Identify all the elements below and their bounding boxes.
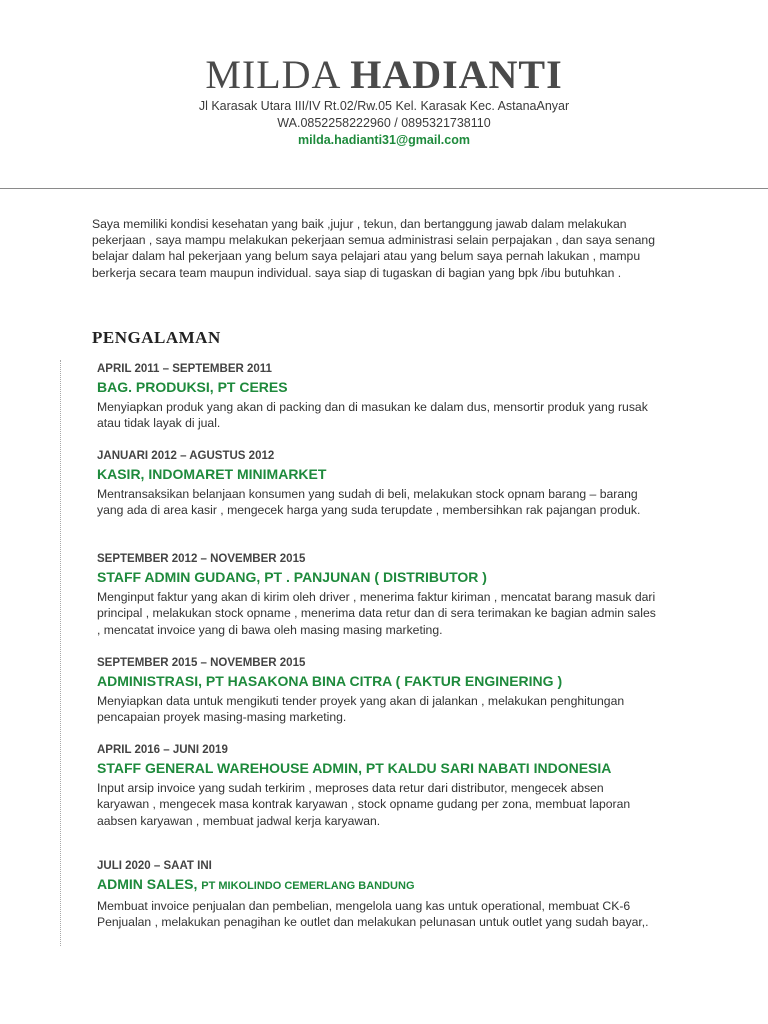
job-title: STAFF GENERAL WAREHOUSE ADMIN, PT KALDU SARI NABATI INDONESIA [97, 760, 612, 776]
first-name: MILDA [205, 52, 340, 97]
job-entry [97, 551, 657, 638]
job-entry [97, 742, 657, 829]
job-description: Input arsip invoice yang sudah terkirim , meproses data retur dari distributor, mengecek absen karyawan , mengecek masa kontrak karyawan , stock opname gudang per zona, membuat laporan aabsen karyawan , membuat jadwal kerja karyawan. [97, 781, 631, 828]
email-link[interactable]: milda.hadianti31@gmail.com [298, 133, 470, 147]
job-description: Menyiapkan produk yang akan di packing dan di masukan ke dalam dus, mensortir produk yang rusak atau tidak layak di jual. [97, 400, 648, 431]
resume-header [0, 52, 768, 149]
job-entry [97, 858, 657, 931]
job-entry [97, 655, 657, 726]
job-title: ADMINISTRASI, PT HASAKONA BINA CITRA ( FAKTUR ENGINERING ) [97, 673, 563, 689]
last-name: HADIANTI [350, 52, 563, 97]
header-divider [0, 188, 768, 189]
job-date: JANUARI 2012 – AGUSTUS 2012 [97, 450, 275, 462]
job-date: JULI 2020 – SAAT INI [97, 860, 212, 872]
address: Jl Karasak Utara III/IV Rt.02/Rw.05 Kel. Karasak Kec. AstanaAnyar [198, 99, 570, 113]
timeline-dotted-line [60, 360, 61, 946]
job-entry [97, 448, 657, 519]
profile-summary: Saya memiliki kondisi kesehatan yang baik ,jujur , tekun, dan bertanggung jawab dalam melakukan pekerjaan , saya mampu melakukan pekerjaan semua administrasi selain perpajakan , dan saya senang belajar dalam hal pekerjaan yang belum saya pelajari atau yang belum saya pernah lakukan , mampu berkerja secara team maupun individual. saya siap di tugaskan di bagian yang bpk /ibu butuhkan . [92, 217, 655, 280]
job-date: APRIL 2016 – JUNI 2019 [97, 744, 228, 756]
job-entry [97, 361, 657, 432]
job-title: STAFF ADMIN GUDANG, PT . PANJUNAN ( DISTRIBUTOR ) [97, 569, 487, 585]
phone: WA.0852258222960 / 0895321738110 [277, 116, 491, 130]
job-title: BAG. PRODUKSI, PT CERES [97, 379, 288, 395]
job-description: Mentransaksikan belanjaan konsumen yang sudah di beli, melakukan stock opnam barang – barang yang ada di area kasir , mengecek harga yang suda terupdate , membersihkan rak pajangan produk. [97, 487, 641, 518]
job-role: ADMIN SALES, [97, 876, 202, 892]
job-date: SEPTEMBER 2012 – NOVEMBER 2015 [97, 553, 306, 565]
experience-section-title: PENGALAMAN [92, 328, 221, 347]
job-title [97, 874, 657, 896]
job-company: PT MIKOLINDO CEMERLANG BANDUNG [201, 880, 415, 892]
job-description: Menginput faktur yang akan di kirim oleh driver , menerima faktur kiriman , mencatat barang masuk dari principal , melakukan stock opname , menerima data retur dan di sera terimakan ke bagian admin sales , mencatat invoice yang di bawa oleh masing masing marketing. [97, 590, 656, 637]
full-name [0, 52, 768, 98]
job-title: KASIR, INDOMARET MINIMARKET [97, 466, 327, 482]
job-date: APRIL 2011 – SEPTEMBER 2011 [97, 363, 272, 375]
job-description: Membuat invoice penjualan dan pembelian, mengelola uang kas untuk operational, membuat CK-6 Penjualan , melakukan penagihan ke outlet dan melakukan pelunasan untuk outlet yang sudah bayar,. [97, 899, 649, 930]
job-description: Menyiapkan data untuk mengikuti tender proyek yang akan di jalankan , melakukan penghitungan pencapaian proyek masing-masing marketing. [97, 694, 625, 725]
job-date: SEPTEMBER 2015 – NOVEMBER 2015 [97, 657, 306, 669]
